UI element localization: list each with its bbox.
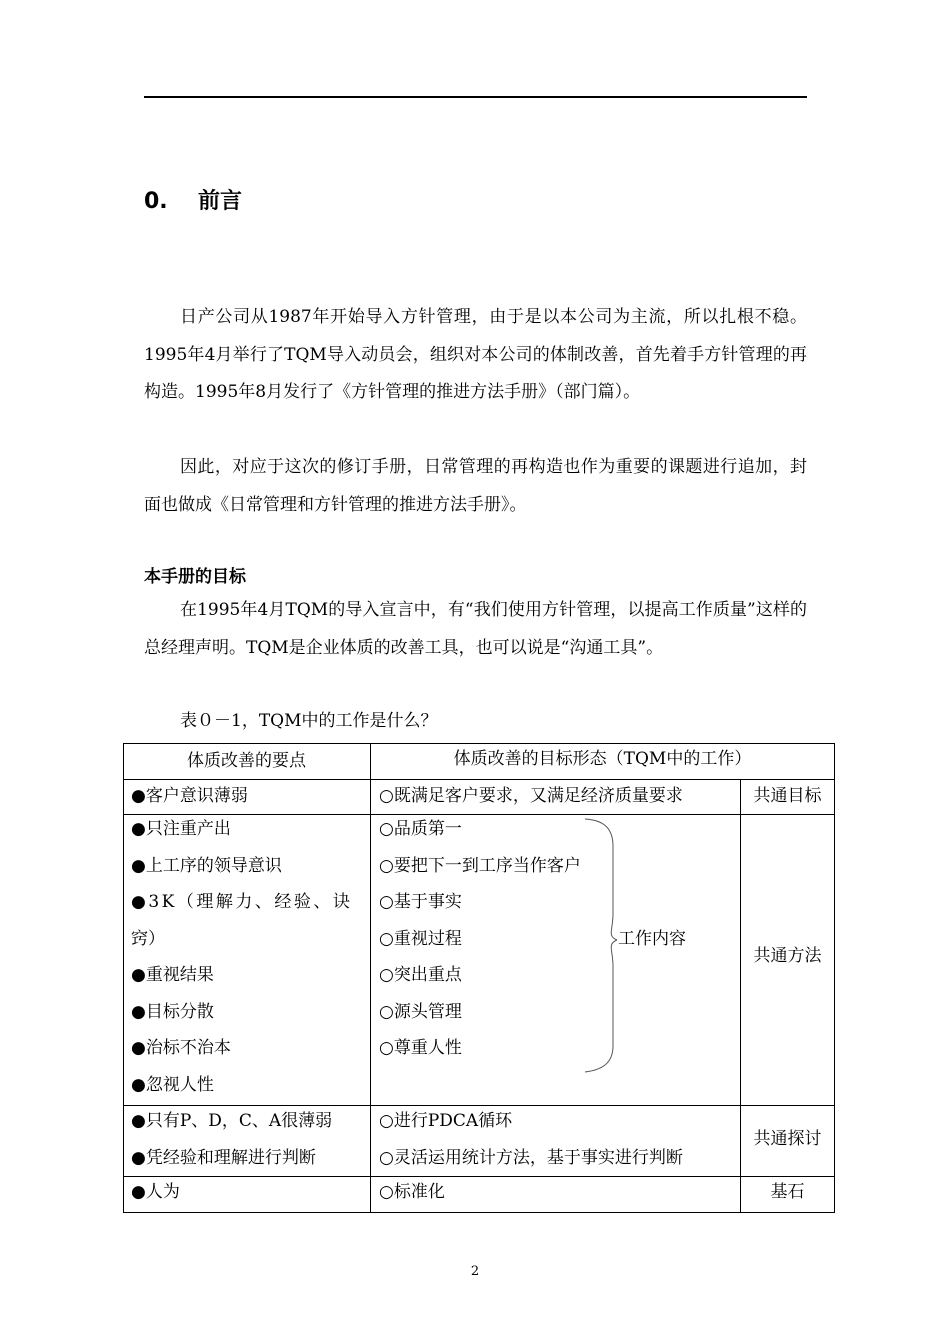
page-number: 2 (470, 1264, 480, 1279)
list-item: ●重视结果 (131, 965, 214, 985)
table-row-4-category: 基石 (770, 1182, 805, 1202)
list-item: ○基于事实 (379, 892, 462, 912)
curly-brace-icon (583, 818, 623, 1073)
table-row-3-category: 共通探讨 (753, 1129, 822, 1149)
table-row-divider (123, 1176, 835, 1177)
header-rule (144, 96, 807, 98)
table-row-4-point: ●人为 (131, 1182, 180, 1202)
list-item: ○灵活运用统计方法，基于事实进行判断 (379, 1147, 683, 1168)
brace-label: 工作内容 (618, 929, 686, 949)
table-row-1-point: ●客户意识薄弱 (131, 786, 248, 806)
table-header-points: 体质改善的要点 (187, 751, 306, 771)
list-item: ○品质第一 (379, 819, 462, 839)
list-item: ●3K（理解力、经验、诀 (131, 892, 353, 912)
table-border-left (123, 743, 124, 1213)
table-row-2-category: 共通方法 (753, 946, 822, 966)
table-row-2-points (131, 811, 352, 1103)
table-row-2-targets (379, 811, 581, 1067)
list-item: ○突出重点 (379, 965, 462, 985)
list-item: ○进行PDCA循环 (379, 1111, 513, 1131)
list-item: 窍） (131, 928, 165, 949)
list-item: ○要把下一到工序当作客户 (379, 855, 581, 876)
table-row-1-category: 共通目标 (753, 786, 822, 806)
list-item: ○源头管理 (379, 1001, 462, 1022)
table-row-1-target: ○既满足客户要求，又满足经济质量要求 (379, 786, 683, 806)
table-border-right (834, 743, 835, 1213)
list-item: ●目标分散 (131, 1001, 214, 1022)
intro-paragraph-1: 日产公司从1987年开始导入方针管理，由于是以本公司为主流，所以扎根不稳。1995年4月举行了TQM导入动员会，组织对本公司的体制改善，首先着手方针管理的再构造。1995年8月发行了《方针管理的推进方法手册》（部门篇）。 (144, 307, 807, 402)
table-col-divider (370, 743, 371, 1213)
goal-paragraph: 在1995年4月TQM的导入宣言中，有“我们使用方针管理，以提高工作质量”这样的总经理声明。TQM是企业体质的改善工具，也可以说是“沟通工具”。 (144, 600, 807, 658)
table-row-4-target: ○标准化 (379, 1182, 445, 1202)
section-heading (144, 184, 242, 215)
list-item: ●治标不治本 (131, 1038, 231, 1058)
list-item: ●凭经验和理解进行判断 (131, 1147, 316, 1168)
tqm-table (123, 743, 835, 1213)
list-item: ●只注重产出 (131, 819, 231, 839)
heading-number: 0. (144, 189, 168, 214)
table-row-3-targets (379, 1103, 683, 1176)
table-border-bottom (123, 1212, 835, 1213)
subsection-title: 本手册的目标 (144, 567, 246, 587)
heading-title: 前言 (198, 189, 243, 214)
table-header-targets: 体质改善的目标形态（TQM中的工作） (453, 749, 752, 769)
list-item: ○重视过程 (379, 928, 462, 949)
list-item: ●忽视人性 (131, 1074, 214, 1095)
intro-paragraph-2: 因此，对应于这次的修订手册，日常管理的再构造也作为重要的课题进行追加，封面也做成《日常管理和方针管理的推进方法手册》。 (144, 457, 807, 515)
list-item: ●只有P、D，C、A很薄弱 (131, 1111, 333, 1131)
list-item: ●上工序的领导意识 (131, 855, 282, 876)
table-row-3-points (131, 1103, 332, 1176)
list-item: ○尊重人性 (379, 1038, 462, 1058)
table-caption: 表０－1，TQM中的工作是什么？ (180, 711, 438, 731)
